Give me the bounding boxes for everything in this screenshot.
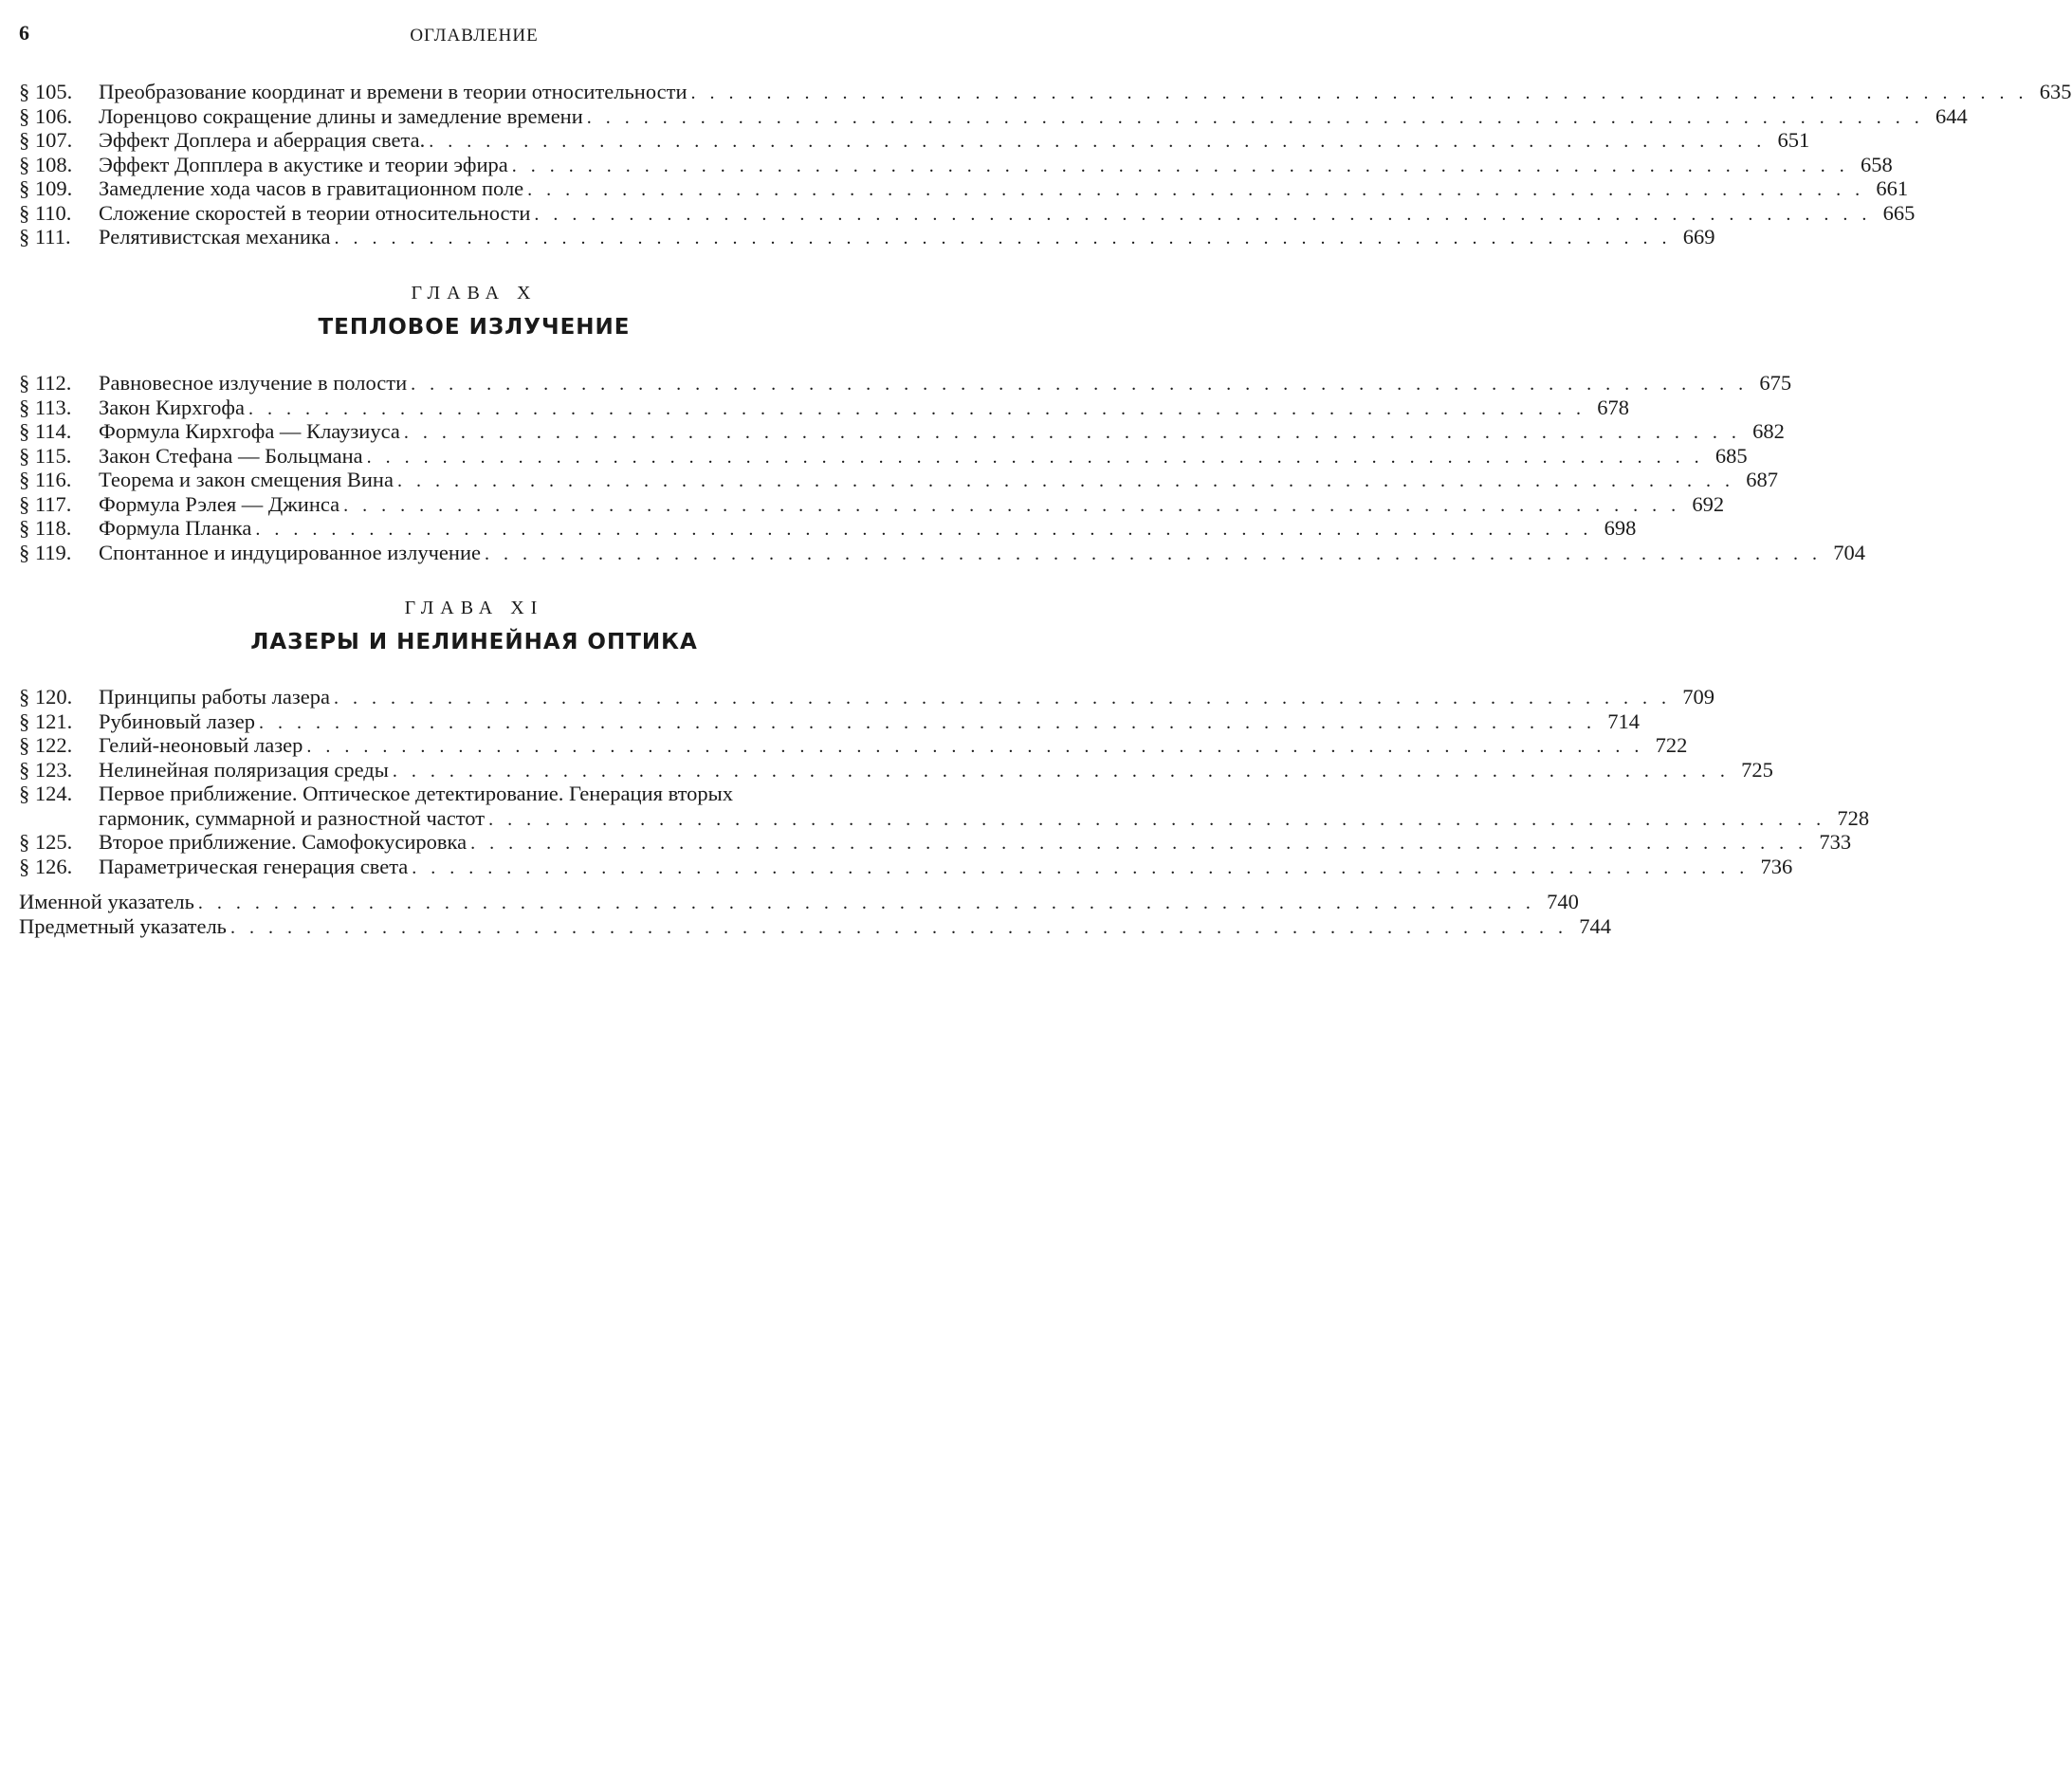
dot-leader: . . . . . . . . . . . . . . . . . . . . . . . . . . . . . . . . . . . . . . . . . . . . . . . . . . . . . . . . . . . . . . . . . . . . . . . bbox=[485, 543, 1822, 564]
section-title: Гелий-неоновый лазер bbox=[99, 733, 303, 757]
index-title: Именной указатель bbox=[19, 890, 194, 913]
page-ref: 709 bbox=[1682, 685, 1714, 709]
section-number: § 107. bbox=[19, 128, 73, 152]
section-number: § 115. bbox=[19, 443, 72, 468]
dot-leader: . . . . . . . . . . . . . . . . . . . . . . . . . . . . . . . . . . . . . . . . . . . . . . . . . . . . . . . . . . . . . . . . . . . . . . . bbox=[396, 470, 1734, 491]
section-title: Второе приближение. Самофокусировка bbox=[99, 830, 468, 854]
toc-entry[interactable] bbox=[19, 128, 1810, 153]
section-number: § 124. bbox=[19, 782, 73, 805]
dot-leader: . . . . . . . . . . . . . . . . . . . . . . . . . . . . . . . . . . . . . . . . . . . . . . . . . . . . . . . . . . . . . . . . . . . . . . . bbox=[334, 228, 1672, 249]
section-title: Формула Планка bbox=[99, 516, 252, 540]
section-title: Параметрическая генерация света bbox=[99, 854, 409, 878]
section-title: Лоренцово сокращение длины и замедление времени bbox=[99, 103, 583, 128]
section-number: § 121. bbox=[19, 709, 73, 733]
page-ref: 740 bbox=[1547, 890, 1579, 913]
section-title: Релятивистская механика bbox=[99, 225, 331, 249]
section-title: Эффект Доплера и аберрация света. bbox=[99, 128, 426, 152]
toc-block-chapter-x bbox=[19, 371, 1865, 564]
page-ref: 728 bbox=[1837, 805, 1870, 830]
index-title: Предметный указатель bbox=[19, 913, 227, 938]
section-title: Сложение скоростей в теории относительности bbox=[99, 200, 531, 225]
dot-leader: . . . . . . . . . . . . . . . . . . . . . . . . . . . . . . . . . . . . . . . . . . . . . . . . . . . . . . . . . . . . . . . . . . . . . . . bbox=[366, 446, 1704, 468]
section-number: § 112. bbox=[19, 371, 72, 395]
chapter-title: ТЕПЛОВОЕ ИЗЛУЧЕНИЕ bbox=[318, 315, 631, 340]
page-ref: 692 bbox=[1692, 491, 1725, 516]
dot-leader: . . . . . . . . . . . . . . . . . . . . . . . . . . . . . . . . . . . . . . . . . . . . . . . . . . . . . . . . . . . . . . . . . . . . . . . bbox=[343, 494, 1681, 516]
dot-leader: . . . . . . . . . . . . . . . . . . . . . . . . . . . . . . . . . . . . . . . . . . . . . . . . . . . . . . . . . . . . . . . . . . . . . . . bbox=[411, 374, 1749, 395]
toc-entry[interactable] bbox=[19, 540, 1865, 565]
section-title: Формула Кирхгофа — Клаузиуса bbox=[99, 419, 400, 443]
page-ref: 687 bbox=[1746, 468, 1778, 491]
dot-leader: . . . . . . . . . . . . . . . . . . . . . . . . . . . . . . . . . . . . . . . . . . . . . . . . . . . . . . . . . . . . . . . . . . . . . . . bbox=[412, 856, 1750, 878]
dot-leader: . . . . . . . . . . . . . . . . . . . . . . . . . . . . . . . . . . . . . . . . . . . . . . . . . . . . . . . . . . . . . . . . . . . . . . . bbox=[229, 916, 1568, 938]
dot-leader: . . . . . . . . . . . . . . . . . . . . . . . . . . . . . . . . . . . . . . . . . . . . . . . . . . . . . . . . . . . . . . . . . . . . . . . bbox=[470, 833, 1808, 854]
toc-entry[interactable] bbox=[19, 419, 1785, 444]
page-ref: 678 bbox=[1597, 395, 1629, 419]
toc-entry[interactable] bbox=[19, 733, 1688, 758]
page-ref: 644 bbox=[1935, 103, 1968, 128]
section-number: § 118. bbox=[19, 516, 72, 540]
section-title-continued: гармоник, суммарной и разностной частот bbox=[99, 805, 486, 830]
section-number: § 117. bbox=[19, 491, 72, 516]
dot-leader: . . . . . . . . . . . . . . . . . . . . . . . . . . . . . . . . . . . . . . . . . . . . . . . . . . . . . . . . . . . . . . . . . . . . . . . bbox=[429, 131, 1767, 152]
dot-leader: . . . . . . . . . . . . . . . . . . . . . . . . . . . . . . . . . . . . . . . . . . . . . . . . . . . . . . . . . . . . . . . . . . . . . . . bbox=[403, 422, 1741, 443]
section-title: Эффект Допплера в акустике и теории эфира bbox=[99, 152, 508, 176]
toc-block-chapter-xi bbox=[19, 685, 1870, 878]
page-number: 6 bbox=[19, 21, 29, 45]
section-number: § 106. bbox=[19, 103, 73, 128]
page-ref: 635 bbox=[2039, 80, 2072, 103]
chapter-label: ГЛАВА X bbox=[411, 283, 538, 304]
section-number: § 126. bbox=[19, 854, 73, 878]
running-head: ОГЛАВЛЕНИЕ bbox=[410, 26, 539, 46]
section-title: Замедление хода часов в гравитационном поле bbox=[99, 176, 524, 200]
page-ref: 669 bbox=[1682, 225, 1715, 249]
dot-leader: . . . . . . . . . . . . . . . . . . . . . . . . . . . . . . . . . . . . . . . . . . . . . . . . . . . . . . . . . . . . . . . . . . . . . . . bbox=[534, 203, 1872, 225]
dot-leader: . . . . . . . . . . . . . . . . . . . . . . . . . . . . . . . . . . . . . . . . . . . . . . . . . . . . . . . . . . . . . . . . . . . . . . . bbox=[306, 736, 1644, 757]
page-ref: 736 bbox=[1760, 854, 1793, 878]
page-ref: 661 bbox=[1876, 176, 1909, 200]
section-number: § 113. bbox=[19, 395, 72, 419]
section-number: § 120. bbox=[19, 685, 73, 709]
section-title: Закон Стефана — Больцмана bbox=[99, 443, 363, 468]
toc-entry[interactable] bbox=[19, 80, 2072, 104]
section-number: § 123. bbox=[19, 757, 73, 782]
dot-leader: . . . . . . . . . . . . . . . . . . . . . . . . . . . . . . . . . . . . . . . . . . . . . . . . . . . . . . . . . . . . . . . . . . . . . . . bbox=[488, 808, 1826, 830]
dot-leader: . . . . . . . . . . . . . . . . . . . . . . . . . . . . . . . . . . . . . . . . . . . . . . . . . . . . . . . . . . . . . . . . . . . . . . . bbox=[259, 711, 1596, 733]
section-title: Теорема и закон смещения Вина bbox=[99, 468, 394, 491]
page-ref: 665 bbox=[1882, 200, 1916, 225]
dot-leader: . . . . . . . . . . . . . . . . . . . . . . . . . . . . . . . . . . . . . . . . . . . . . . . . . . . . . . . . . . . . . . . . . . . . . . . bbox=[333, 688, 1671, 709]
toc-entry[interactable] bbox=[19, 757, 1773, 783]
dot-leader: . . . . . . . . . . . . . . . . . . . . . . . . . . . . . . . . . . . . . . . . . . . . . . . . . . . . . . . . . . . . . . . . . . . . . . . bbox=[586, 106, 1924, 128]
toc-entry[interactable] bbox=[19, 225, 1715, 249]
page-ref: 682 bbox=[1752, 419, 1785, 443]
page-ref: 714 bbox=[1607, 709, 1640, 733]
toc-entry[interactable] bbox=[19, 516, 1637, 541]
toc-entry[interactable] bbox=[19, 685, 1714, 709]
toc-entry[interactable] bbox=[19, 854, 1793, 879]
section-title: Спонтанное и индуцированное излучение bbox=[99, 540, 481, 564]
page-ref: 744 bbox=[1579, 913, 1611, 938]
section-title: Принципы работы лазера bbox=[99, 685, 330, 709]
toc-entry[interactable] bbox=[19, 830, 1852, 855]
section-number: § 105. bbox=[19, 80, 73, 103]
section-title: Первое приближение. Оптическое детектирование. Генерация вторых bbox=[99, 782, 734, 805]
section-title: Закон Кирхгофа bbox=[99, 395, 245, 419]
section-number: § 125. bbox=[19, 830, 73, 854]
section-number: § 119. bbox=[19, 540, 72, 564]
toc-entry[interactable] bbox=[19, 709, 1640, 734]
dot-leader: . . . . . . . . . . . . . . . . . . . . . . . . . . . . . . . . . . . . . . . . . . . . . . . . . . . . . . . . . . . . . . . . . . . . . . . bbox=[255, 519, 1593, 540]
page-ref: 675 bbox=[1759, 371, 1792, 395]
toc-entry-multiline-first[interactable] bbox=[19, 782, 929, 806]
page-ref: 733 bbox=[1819, 830, 1852, 854]
toc-entry[interactable] bbox=[19, 371, 1792, 396]
chapter-label: ГЛАВА XI bbox=[404, 598, 544, 618]
dot-leader: . . . . . . . . . . . . . . . . . . . . . . . . . . . . . . . . . . . . . . . . . . . . . . . . . . . . . . . . . . . . . . . . . . . . . . . bbox=[690, 83, 2028, 103]
toc-entry[interactable] bbox=[19, 395, 1629, 420]
section-number: § 114. bbox=[19, 419, 72, 443]
toc-entry-multiline-cont[interactable] bbox=[19, 805, 1870, 831]
dot-leader: . . . . . . . . . . . . . . . . . . . . . . . . . . . . . . . . . . . . . . . . . . . . . . . . . . . . . . . . . . . . . . . . . . . . . . . bbox=[197, 893, 1535, 913]
section-number: § 111. bbox=[19, 225, 71, 249]
dot-leader: . . . . . . . . . . . . . . . . . . . . . . . . . . . . . . . . . . . . . . . . . . . . . . . . . . . . . . . . . . . . . . . . . . . . . . . bbox=[248, 397, 1586, 419]
dot-leader: . . . . . . . . . . . . . . . . . . . . . . . . . . . . . . . . . . . . . . . . . . . . . . . . . . . . . . . . . . . . . . . . . . . . . . . bbox=[392, 760, 1730, 782]
toc-entry[interactable] bbox=[19, 200, 1916, 226]
toc-block-indexes bbox=[19, 890, 1611, 938]
section-number: § 109. bbox=[19, 176, 73, 200]
toc-entry-index[interactable] bbox=[19, 913, 1611, 939]
page-ref: 698 bbox=[1604, 516, 1637, 540]
page-ref: 685 bbox=[1714, 443, 1748, 468]
toc-entry-index[interactable] bbox=[19, 890, 1579, 914]
section-title: Формула Рэлея — Джинса bbox=[99, 491, 340, 516]
dot-leader: . . . . . . . . . . . . . . . . . . . . . . . . . . . . . . . . . . . . . . . . . . . . . . . . . . . . . . . . . . . . . . . . . . . . . . . bbox=[511, 155, 1849, 176]
toc-entry[interactable] bbox=[19, 468, 1778, 492]
page-ref: 722 bbox=[1655, 733, 1688, 757]
section-title: Нелинейная поляризация среды bbox=[99, 757, 389, 782]
dot-leader: . . . . . . . . . . . . . . . . . . . . . . . . . . . . . . . . . . . . . . . . . . . . . . . . . . . . . . . . . . . . . . . . . . . . . . . bbox=[527, 179, 1865, 200]
section-number: § 108. bbox=[19, 152, 73, 176]
section-number: § 110. bbox=[19, 200, 72, 225]
toc-entry[interactable] bbox=[19, 103, 1968, 129]
section-title: Рубиновый лазер bbox=[99, 709, 255, 733]
toc-entry[interactable] bbox=[19, 443, 1748, 469]
toc-block-top bbox=[19, 80, 2072, 249]
page-ref: 658 bbox=[1860, 152, 1893, 176]
section-title: Преобразование координат и времени в теории относительности bbox=[99, 80, 688, 103]
page-ref: 651 bbox=[1777, 128, 1810, 152]
page-ref: 704 bbox=[1833, 540, 1865, 564]
section-title: Равновесное излучение в полости bbox=[99, 371, 408, 395]
page-ref: 725 bbox=[1741, 757, 1773, 782]
toc-entry[interactable] bbox=[19, 491, 1725, 517]
section-number: § 116. bbox=[19, 468, 72, 491]
toc-entry[interactable] bbox=[19, 176, 1909, 201]
chapter-title: ЛАЗЕРЫ И НЕЛИНЕЙНАЯ ОПТИКА bbox=[250, 630, 698, 654]
section-number: § 122. bbox=[19, 733, 73, 757]
toc-entry[interactable] bbox=[19, 152, 1893, 177]
